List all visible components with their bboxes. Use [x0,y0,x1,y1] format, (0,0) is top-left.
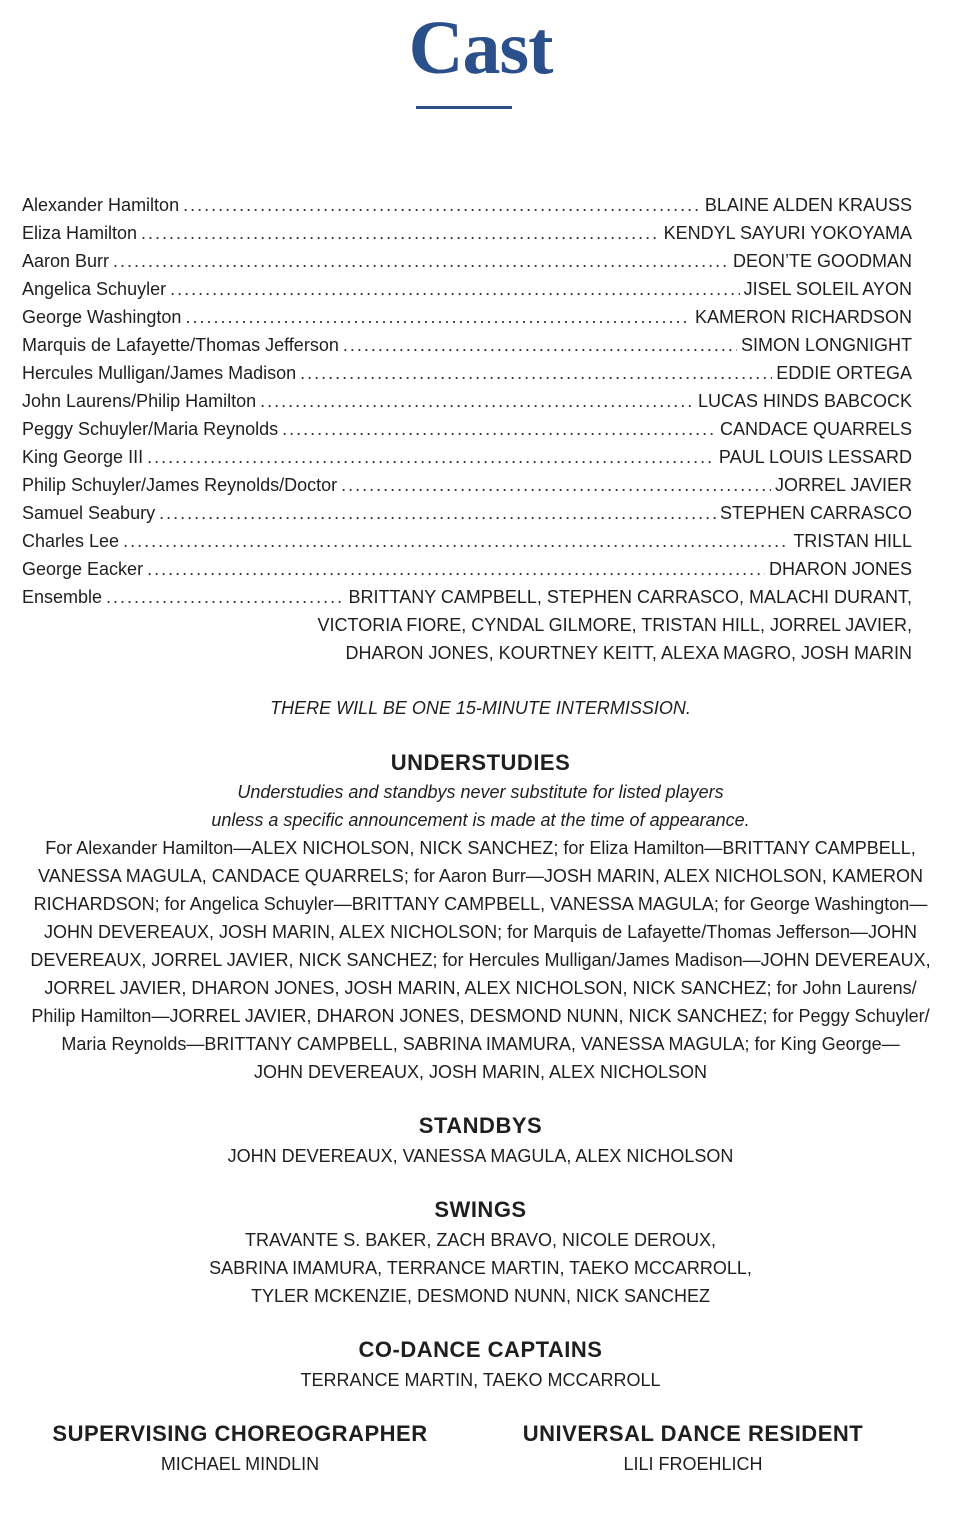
dot-leader [106,583,345,611]
actor-name: JISEL SOLEIL AYON [743,279,912,299]
dot-leader [183,191,701,219]
actor-name: PAUL LOUIS LESSARD [718,447,912,467]
actor-name: KENDYL SAYURI YOKOYAMA [663,223,912,243]
role-name: John Laurens/Philip Hamilton [22,391,257,411]
co-dance-captains-heading: CO-DANCE CAPTAINS [358,1337,603,1362]
supervising-choreographer-heading: SUPERVISING CHOREOGRAPHER [52,1421,428,1446]
co-dance-captains-names: TERRANCE MARTIN, TAEKO MCCARROLL [300,1370,661,1390]
standbys-names: JOHN DEVEREAUX, VANESSA MAGULA, ALEX NICHOLSON [227,1146,734,1166]
supervising-choreographer-name: MICHAEL MINDLIN [160,1454,320,1474]
actor-name: DEON’TE GOODMAN [732,251,912,271]
role-name: George Eacker [22,559,144,579]
actor-name: EDDIE ORTEGA [776,363,912,383]
understudies-line: JORREL JAVIER, DHARON JONES, JOSH MARIN, ALEX NICHOLSON, NICK SANCHEZ; for John Laurens/ [44,978,917,998]
dot-leader [282,415,716,443]
dot-leader [343,331,737,359]
role-name: King George III [22,447,144,467]
swings-heading: SWINGS [434,1197,527,1222]
swings-list [0,1226,961,1310]
universal-dance-resident-heading: UNIVERSAL DANCE RESIDENT [522,1421,864,1446]
role-name: Marquis de Lafayette/Thomas Jefferson [22,335,339,355]
cast-row [22,359,912,387]
ensemble-continued: VICTORIA FIORE, CYNDAL GILMORE, TRISTAN HILL, JORREL JAVIER, [317,615,912,635]
dot-leader [159,499,716,527]
cast-list [22,191,912,667]
cast-row [22,191,912,219]
universal-dance-resident-section [502,1420,884,1478]
understudies-line: For Alexander Hamilton—ALEX NICHOLSON, NICK SANCHEZ; for Eliza Hamilton—BRITTANY CAMPBELL, [45,838,916,858]
actor-name: KAMERON RICHARDSON [694,307,912,327]
understudies-note: unless a specific announcement is made at the time of appearance. [211,810,750,830]
dot-leader [147,443,715,471]
actor-name: JORREL JAVIER [774,475,912,495]
cast-row [22,219,912,247]
role-name: Philip Schuyler/James Reynolds/Doctor [22,475,338,495]
actor-name: DHARON JONES [768,559,912,579]
understudies-line: DEVEREAUX, JORREL JAVIER, NICK SANCHEZ; for Hercules Mulligan/James Madison—JOHN DEVEREAUX, [30,950,931,970]
cast-row [22,555,912,583]
role-name: Charles Lee [22,531,120,551]
swings-line: TRAVANTE S. BAKER, ZACH BRAVO, NICOLE DEROUX, [244,1230,717,1250]
title-divider [416,106,512,109]
understudies-line: JOHN DEVEREAUX, JOSH MARIN, ALEX NICHOLSON; for Marquis de Lafayette/Thomas Jefferson—JOHN [44,922,917,942]
cast-row [22,415,912,443]
cast-row-ensemble [22,583,912,611]
role-name: Ensemble [22,587,103,607]
understudies-line: JOHN DEVEREAUX, JOSH MARIN, ALEX NICHOLSON [253,1062,708,1082]
understudies-note: Understudies and standbys never substitute for listed players [237,782,724,802]
cast-row [22,499,912,527]
standbys-heading: STANDBYS [418,1113,543,1138]
cast-row [22,387,912,415]
cast-row [22,527,912,555]
supervising-choreographer-section [40,1420,440,1478]
page-title: Cast [408,6,553,90]
role-name: Aaron Burr [22,251,110,271]
role-name: Peggy Schuyler/Maria Reynolds [22,419,279,439]
actor-name: LUCAS HINDS BABCOCK [697,391,912,411]
dot-leader [260,387,694,415]
ensemble-continued: DHARON JONES, KOURTNEY KEITT, ALEXA MAGRO, JOSH MARIN [345,643,912,663]
dot-leader [341,471,771,499]
actor-name: STEPHEN CARRASCO [719,503,912,523]
role-name: Hercules Mulligan/James Madison [22,363,297,383]
cast-row [22,331,912,359]
cast-row [22,275,912,303]
understudies-line: Maria Reynolds—BRITTANY CAMPBELL, SABRINA IMAMURA, VANESSA MAGULA; for King George— [61,1034,900,1054]
role-name: George Washington [22,307,182,327]
cast-row [22,471,912,499]
role-name: Samuel Seabury [22,503,156,523]
understudies-line: VANESSA MAGULA, CANDACE QUARRELS; for Aaron Burr—JOSH MARIN, ALEX NICHOLSON, KAMERON [38,866,923,886]
dot-leader [170,275,739,303]
understudies-heading: UNDERSTUDIES [390,750,571,775]
swings-line: TYLER MCKENZIE, DESMOND NUNN, NICK SANCHEZ [250,1286,711,1306]
actor-name: TRISTAN HILL [793,531,912,551]
dot-leader [123,527,789,555]
actor-name: BRITTANY CAMPBELL, STEPHEN CARRASCO, MALACHI DURANT, [348,587,912,607]
understudies-list [20,834,941,1086]
swings-line: SABRINA IMAMURA, TERRANCE MARTIN, TAEKO MCCARROLL, [209,1258,752,1278]
cast-row [22,247,912,275]
dot-leader [141,219,660,247]
intermission-note: THERE WILL BE ONE 15-MINUTE INTERMISSION. [270,698,691,718]
dot-leader [185,303,691,331]
understudies-line: Philip Hamilton—JORREL JAVIER, DHARON JONES, DESMOND NUNN, NICK SANCHEZ; for Peggy Schuyler/ [31,1006,930,1026]
dot-leader [300,359,772,387]
actor-name: BLAINE ALDEN KRAUSS [704,195,912,215]
universal-dance-resident-name: LILI FROEHLICH [623,1454,763,1474]
actor-name: CANDACE QUARRELS [719,419,912,439]
role-name: Angelica Schuyler [22,279,167,299]
role-name: Alexander Hamilton [22,195,180,215]
role-name: Eliza Hamilton [22,223,138,243]
actor-name: SIMON LONGNIGHT [740,335,912,355]
cast-row [22,303,912,331]
cast-row [22,443,912,471]
dot-leader [147,555,765,583]
dot-leader [113,247,729,275]
understudies-line: RICHARDSON; for Angelica Schuyler—BRITTANY CAMPBELL, VANESSA MAGULA; for George Washington— [33,894,928,914]
